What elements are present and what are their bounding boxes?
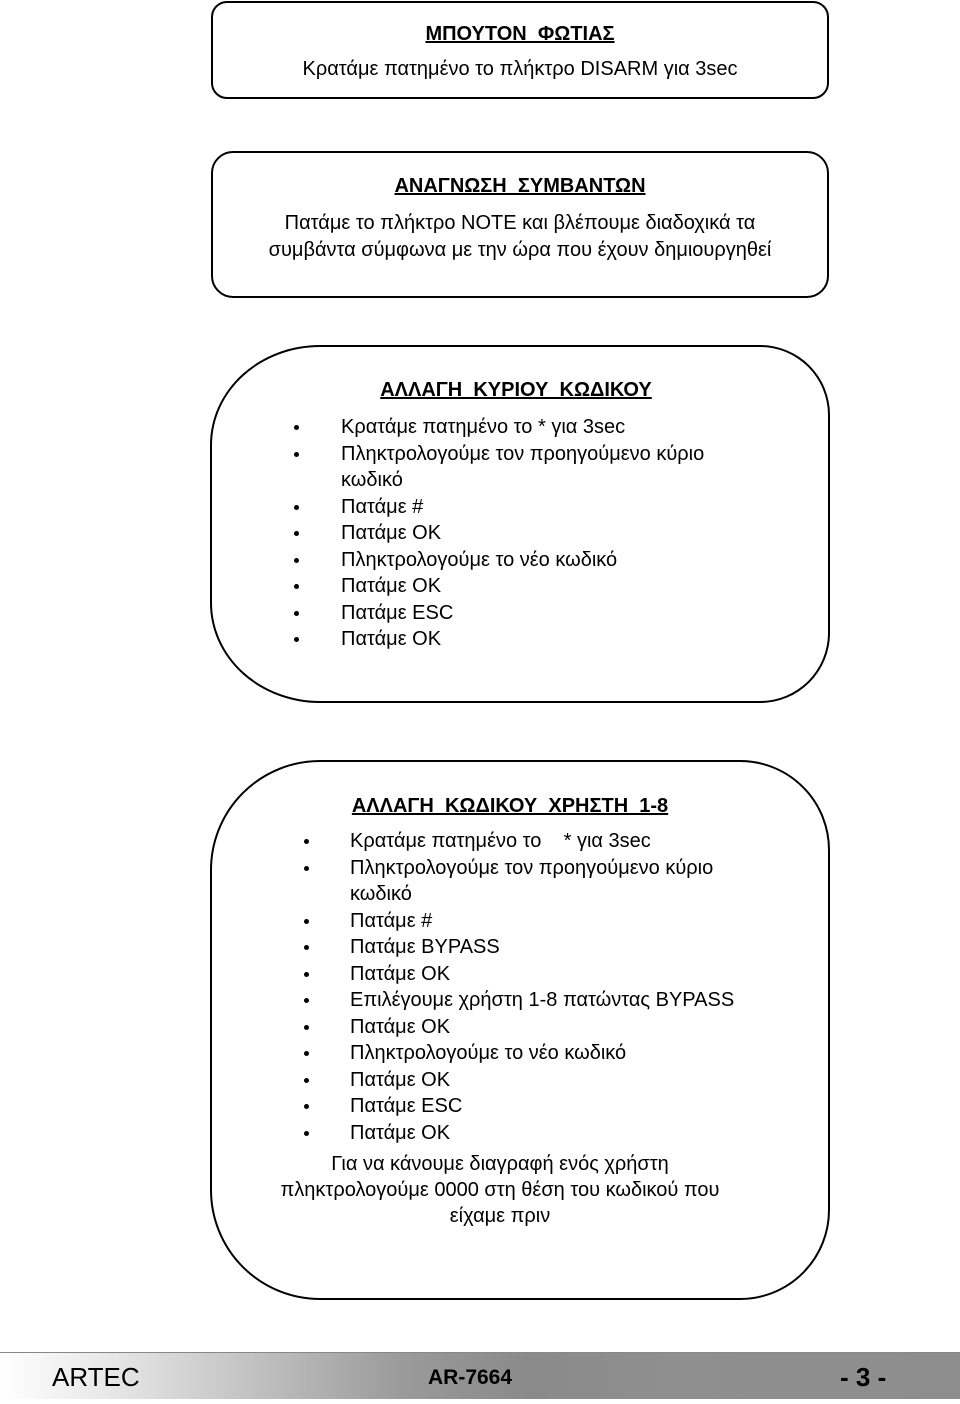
list-item: Κρατάμε πατημένο το * για 3sec (341, 414, 704, 441)
master-code-title: ΑΛΛΑΓΗ ΚΥΡΙΟΥ ΚΩΔΙΚΟΥ (380, 379, 652, 401)
bullet-icon (304, 1078, 309, 1083)
fire-button-title: ΜΠΟΥΤΟΝ ΦΩΤΙΑΣ (425, 23, 615, 45)
user-code-title: ΑΛΛΑΓΗ ΚΩΔΙΚΟΥ ΧΡΗΣΤΗ 1-8 (351, 795, 669, 817)
user-code-note-line-1: Για να κάνουμε διαγραφή ενός χρήστη (331, 1153, 669, 1175)
list-item: Πατάμε ΟΚ (341, 573, 704, 600)
list-item: Κρατάμε πατημένο το * για 3sec (350, 828, 734, 855)
footer-brand: ARTEC (52, 1362, 140, 1392)
bullet-icon (294, 452, 299, 457)
bullet-icon (304, 866, 309, 871)
bullet-icon (304, 1051, 309, 1056)
bullet-icon (304, 1025, 309, 1030)
list-item: Πατάμε ΟΚ (341, 520, 704, 547)
fire-button-box (211, 1, 829, 99)
user-code-steps (350, 828, 734, 1146)
user-code-box (210, 760, 830, 1300)
bullet-icon (304, 972, 309, 977)
list-item: Πατάμε # (341, 494, 704, 521)
footer-model: AR-7664 (428, 1366, 513, 1389)
list-item: Πατάμε BYPASS (350, 934, 734, 961)
bullet-icon (294, 531, 299, 536)
master-code-box (210, 345, 830, 703)
list-item: Πατάμε ESC (341, 600, 704, 627)
list-item: Πατάμε ΟΚ (350, 1067, 734, 1094)
list-item: Πληκτρολογούμε τον προηγούμενο κύριο κωδικό (350, 855, 734, 908)
list-item: Πατάμε ΟΚ (341, 626, 704, 653)
master-code-steps (341, 414, 704, 653)
list-item: Πατάμε ΟΚ (350, 1120, 734, 1147)
list-item: Πατάμε # (350, 908, 734, 935)
bullet-icon (304, 1104, 309, 1109)
page-footer (0, 1352, 960, 1399)
bullet-icon (294, 505, 299, 510)
bullet-icon (304, 998, 309, 1003)
bullet-icon (304, 839, 309, 844)
bullet-icon (294, 637, 299, 642)
bullet-icon (294, 584, 299, 589)
user-code-note-line-3: είχαμε πριν (449, 1205, 551, 1227)
list-item: Πατάμε ESC (350, 1093, 734, 1120)
list-item: Πατάμε ΟΚ (350, 1014, 734, 1041)
list-item: Πληκτρολογούμε το νέο κωδικό (341, 547, 704, 574)
list-item: Επιλέγουμε χρήστη 1-8 πατώντας BYPASS (350, 987, 734, 1014)
list-item: Πληκτρολογούμε τον προηγούμενο κύριο κωδικό (341, 441, 704, 494)
list-item: Πληκτρολογούμε το νέο κωδικό (350, 1040, 734, 1067)
user-code-note-line-2: πληκτρολογούμε 0000 στη θέση του κωδικού που (280, 1179, 720, 1201)
bullet-icon (304, 1131, 309, 1136)
event-reading-line-1: Πατάμε το πλήκτρο NOTE και βλέπουμε διαδοχικά τα (284, 212, 756, 234)
bullet-icon (304, 919, 309, 924)
page-number: - 3 - (840, 1362, 887, 1392)
event-reading-line-2: συμβάντα σύμφωνα με την ώρα που έχουν δημιουργηθεί (268, 239, 772, 261)
list-item: Πατάμε ΟΚ (350, 961, 734, 988)
fire-button-text: Κρατάμε πατημένο το πλήκτρο DISARM για 3sec (302, 58, 738, 80)
event-reading-title: ΑΝΑΓΝΩΣΗ ΣΥΜΒΑΝΤΩΝ (394, 175, 646, 197)
bullet-icon (294, 611, 299, 616)
bullet-icon (304, 945, 309, 950)
event-reading-box (211, 151, 829, 298)
bullet-icon (294, 558, 299, 563)
bullet-icon (294, 425, 299, 430)
